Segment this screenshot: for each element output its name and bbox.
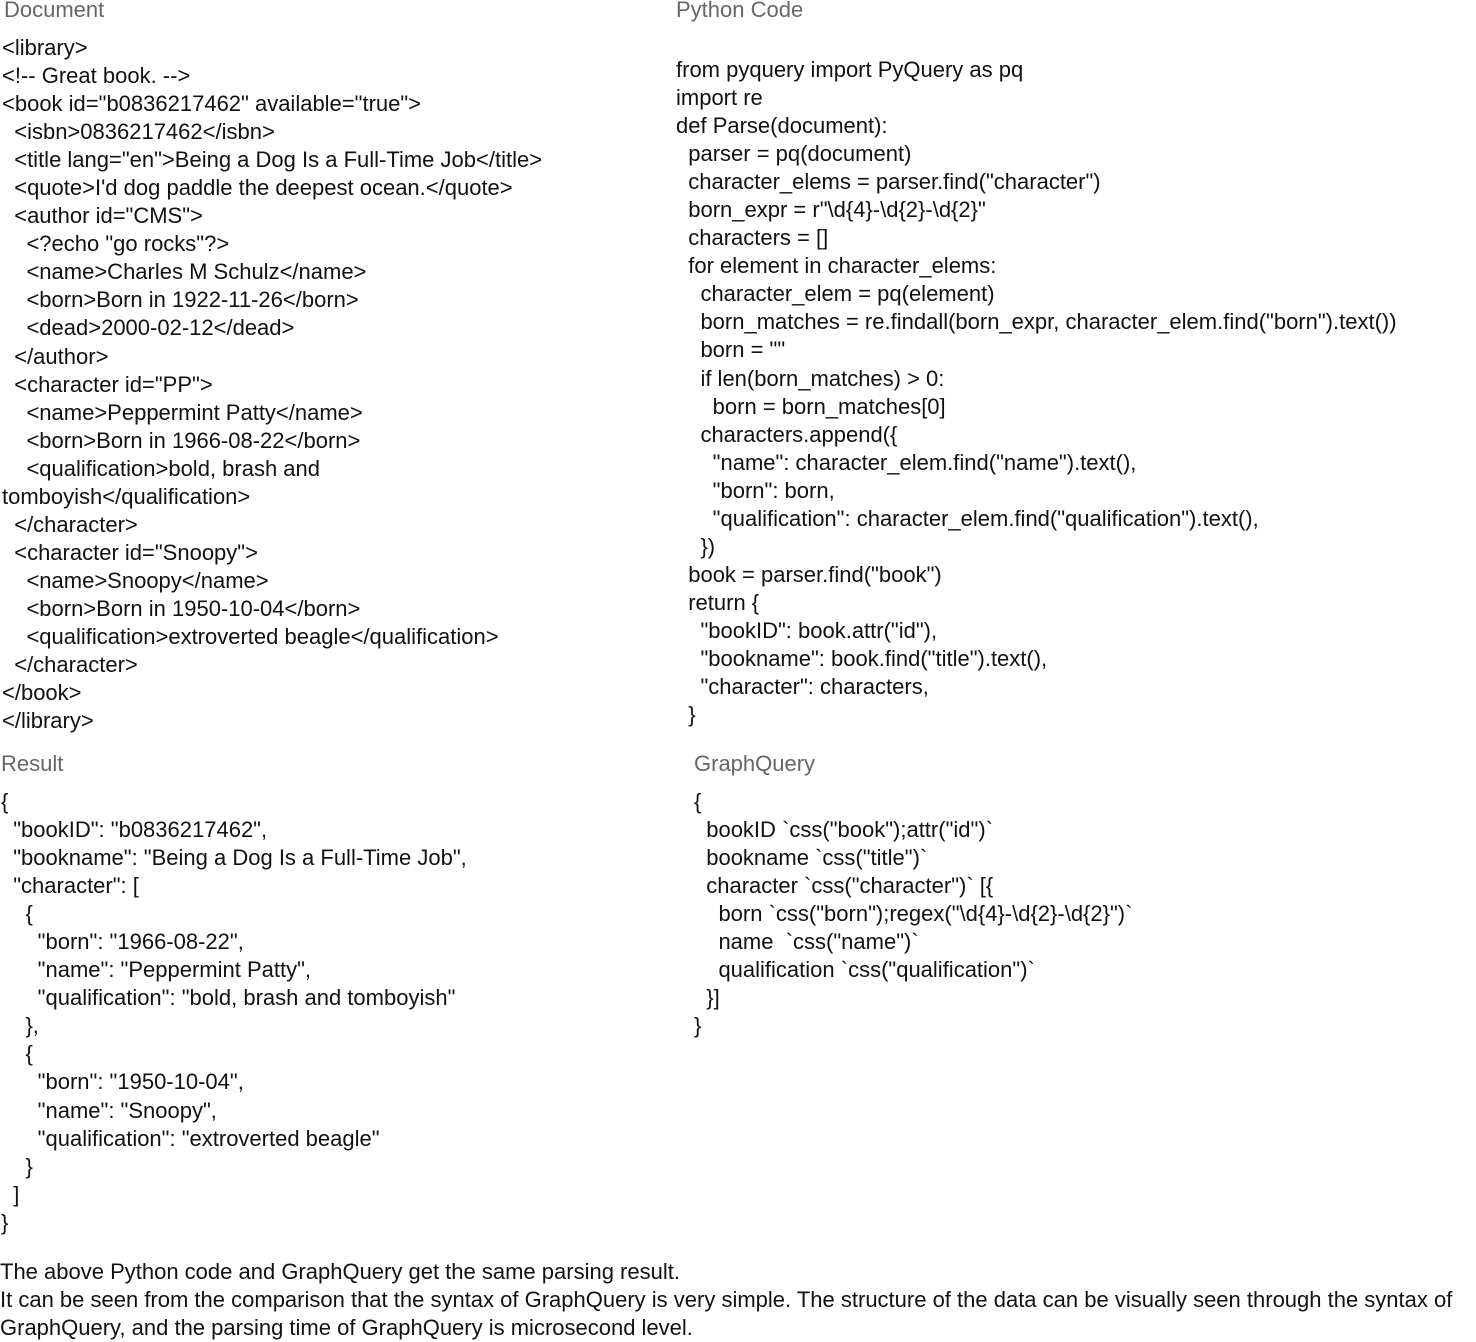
code-line: born = born_matches[0] [676, 393, 946, 419]
graphquery-code-block [694, 788, 1132, 1040]
graphquery-title: GraphQuery [694, 751, 816, 776]
code-line: qualification `css("qualification")` [694, 957, 1035, 983]
code-line: book = parser.find("book") [676, 561, 942, 587]
python-code-block [676, 56, 1397, 729]
footer-summary: The above Python code and GraphQuery get the same parsing result. [0, 1259, 680, 1284]
code-line: <name>Snoopy</name> [2, 567, 269, 593]
code-line: born_expr = r"\d{4}-\d{2}-\d{2}" [676, 197, 986, 223]
code-line: } [1, 1209, 9, 1235]
code-line: }] [694, 985, 720, 1011]
code-line: character_elems = parser.find("character") [676, 169, 1101, 195]
code-line: character `css("character")` [{ [694, 873, 994, 899]
code-line: <book id="b0836217462" available="true"> [2, 91, 422, 117]
code-line: <born>Born in 1922-11-26</born> [2, 287, 359, 313]
code-line: </author> [2, 343, 109, 369]
code-line: "qualification": "bold, brash and tomboyish" [1, 985, 456, 1011]
code-line: "name": "Snoopy", [1, 1097, 217, 1123]
code-line: </character> [2, 511, 138, 537]
code-line: { [1, 789, 9, 814]
code-line: "bookname": "Being a Dog Is a Full-Time Job", [1, 845, 467, 871]
code-line: for element in character_elems: [676, 253, 997, 279]
code-line: { [1, 1041, 33, 1067]
code-line: "name": character_elem.find("name").text(), [676, 449, 1137, 475]
code-line: born `css("born");regex("\d{4}-\d{2}-\d{2}")` [694, 901, 1133, 927]
code-line: <author id="CMS"> [2, 203, 203, 229]
code-line: <library> [2, 35, 88, 60]
code-line: if len(born_matches) > 0: [676, 365, 945, 391]
code-line: tomboyish</qualification> [2, 483, 251, 509]
code-line: bookID `css("book");attr("id")` [694, 817, 993, 843]
code-line: <!-- Great book. --> [2, 63, 191, 89]
code-line: import re [676, 85, 763, 111]
code-line: <quote>I'd dog paddle the deepest ocean.</quote> [2, 175, 513, 201]
code-line: "bookID": book.attr("id"), [676, 617, 938, 643]
code-line: "character": [ [1, 873, 139, 899]
code-line: characters = [] [676, 225, 829, 251]
code-line: name `css("name")` [694, 929, 919, 955]
code-line: } [694, 1013, 702, 1039]
code-line: }) [676, 533, 716, 559]
code-line: <born>Born in 1950-10-04</born> [2, 595, 361, 621]
code-line: <born>Born in 1966-08-22</born> [2, 427, 361, 453]
code-line: } [1, 1153, 33, 1179]
code-line: born_matches = re.findall(born_expr, character_elem.find("born").text()) [676, 309, 1397, 335]
document-code-block [2, 34, 542, 735]
code-line: parser = pq(document) [676, 141, 912, 167]
code-line: <qualification>bold, brash and [2, 455, 321, 481]
result-code-block [1, 788, 467, 1237]
document-title: Document [4, 0, 105, 22]
code-line: "qualification": "extroverted beagle" [1, 1125, 380, 1151]
code-line: </book> [2, 680, 82, 706]
footer-text [0, 1258, 1476, 1342]
code-line: <title lang="en">Being a Dog Is a Full-Time Job</title> [2, 147, 543, 173]
code-line: <qualification>extroverted beagle</qualification> [2, 623, 499, 649]
code-line: </character> [2, 652, 138, 678]
code-line: bookname `css("title")` [694, 845, 928, 871]
code-line: from pyquery import PyQuery as pq [676, 57, 1024, 82]
code-line: "born": "1966-08-22", [1, 929, 244, 955]
code-line: "character": characters, [676, 674, 929, 700]
code-line: </library> [2, 708, 94, 734]
python-code-title: Python Code [676, 0, 804, 22]
code-line: <character id="Snoopy"> [2, 539, 258, 565]
code-line: <name>Charles M Schulz</name> [2, 259, 367, 285]
footer-explanation: It can be seen from the comparison that the syntax of GraphQuery is very simple. The structure of the data can be visually seen through the syntax of GraphQuery, and the parsing time of GraphQuery is microsecond level. [0, 1287, 1453, 1340]
code-line: born = "" [676, 337, 786, 363]
code-line: "bookID": "b0836217462", [1, 817, 268, 843]
code-line: "qualification": character_elem.find("qualification").text(), [676, 505, 1259, 531]
code-line: return { [676, 589, 760, 615]
code-line: <name>Peppermint Patty</name> [2, 399, 363, 425]
code-line: "born": born, [676, 477, 835, 503]
code-line: "born": "1950-10-04", [1, 1069, 244, 1095]
code-line: ] [1, 1181, 20, 1207]
code-line: { [694, 789, 702, 814]
code-line: }, [1, 1013, 39, 1039]
code-line: <character id="PP"> [2, 371, 213, 397]
code-line: def Parse(document): [676, 113, 888, 139]
code-line: <?echo "go rocks"?> [2, 231, 230, 257]
code-line: { [1, 901, 33, 927]
code-line: } [676, 702, 696, 728]
code-line: "name": "Peppermint Patty", [1, 957, 312, 983]
code-line: "bookname": book.find("title").text(), [676, 645, 1048, 671]
code-line: characters.append({ [676, 421, 898, 447]
code-line: <isbn>0836217462</isbn> [2, 119, 275, 145]
result-title: Result [1, 751, 64, 776]
code-line: <dead>2000-02-12</dead> [2, 315, 295, 341]
code-line: character_elem = pq(element) [676, 281, 995, 307]
